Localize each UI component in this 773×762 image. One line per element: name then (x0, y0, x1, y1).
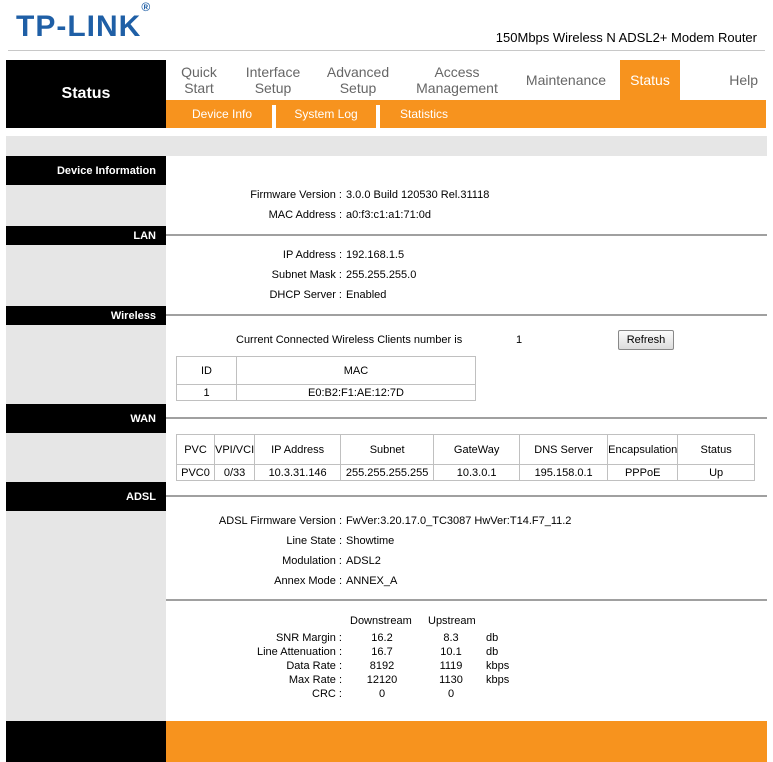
main-menu (166, 60, 766, 100)
wireless-clients-table (176, 356, 476, 401)
footer-left-block (6, 721, 166, 762)
stats-downstream-header: Downstream (350, 615, 412, 627)
menu-quick-start[interactable] (166, 60, 232, 100)
menu-status[interactable] (620, 60, 680, 100)
wan-gateway-cell: 10.3.0.1 (434, 465, 520, 481)
max-rate-up: 1130 (439, 674, 463, 686)
menu-access-management-label: Access Management (416, 64, 498, 96)
max-rate-unit: kbps (486, 674, 510, 686)
table-header-subnet: Subnet (341, 435, 434, 465)
model-name: 150Mbps Wireless N ADSL2+ Modem Router (495, 30, 757, 45)
mac-address-label: MAC Address : (268, 209, 342, 221)
client-mac-cell: E0:B2:F1:AE:12:7D (237, 385, 476, 401)
data-rate-down: 8192 (369, 660, 395, 672)
max-rate-down: 12120 (366, 674, 398, 686)
wan-pvc-cell: PVC0 (177, 465, 215, 481)
snr-margin-down: 16.2 (371, 632, 393, 644)
wan-subnet-cell: 255.255.255.255 (341, 465, 434, 481)
table-header-status: Status (678, 435, 755, 465)
annex-mode-label: Annex Mode : (274, 575, 342, 587)
section-wireless: Wireless (6, 306, 166, 325)
table-header-row (177, 357, 476, 385)
menu-maintenance-label: Maintenance (525, 72, 607, 88)
data-rate-unit: kbps (486, 660, 510, 672)
table-header-gateway: GateWay (434, 435, 520, 465)
table-header-row (177, 435, 755, 465)
submenu-statistics[interactable]: Statistics (399, 107, 448, 121)
modulation-label: Modulation : (282, 555, 342, 567)
data-rate-label: Data Rate : (286, 660, 342, 672)
line-state-value: Showtime (346, 535, 395, 547)
subnet-mask-value: 255.255.255.0 (346, 269, 417, 281)
table-header-id: ID (177, 357, 237, 385)
crc-down: 0 (378, 688, 386, 700)
subnet-mask-label: Subnet Mask : (271, 269, 342, 281)
client-id-cell: 1 (177, 385, 237, 401)
table-header-pvc: PVC (177, 435, 215, 465)
crc-up: 0 (447, 688, 455, 700)
menu-help-label: Help (729, 72, 758, 88)
stats-upstream-header: Upstream (428, 615, 476, 627)
table-header-ip-address: IP Address (255, 435, 341, 465)
menu-access-management[interactable] (402, 60, 512, 100)
nav-current-section: Status (6, 60, 166, 128)
table-row (177, 465, 755, 481)
adsl-divider (166, 495, 767, 497)
line-state-label: Line State : (286, 535, 342, 547)
lan-ip-label: IP Address : (282, 249, 342, 261)
dhcp-server-label: DHCP Server : (269, 289, 342, 301)
wan-divider (166, 417, 767, 419)
wireless-divider (166, 314, 767, 316)
wan-ip-cell: 10.3.31.146 (255, 465, 341, 481)
mac-address-value: a0:f3:c1:a1:71:0d (346, 209, 432, 221)
menu-interface-setup-label: Interface Setup (245, 64, 301, 96)
wan-dns-cell: 195.158.0.1 (520, 465, 608, 481)
section-lan: LAN (6, 226, 166, 245)
dhcp-server-value: Enabled (346, 289, 387, 301)
firmware-version-value: 3.0.0 Build 120530 Rel.31118 (346, 189, 490, 201)
top-band (6, 136, 767, 156)
refresh-button[interactable]: Refresh (618, 330, 674, 350)
menu-help[interactable] (680, 60, 766, 100)
menu-interface-setup[interactable] (232, 60, 314, 100)
wan-encapsulation-cell: PPPoE (608, 465, 678, 481)
registered-mark: ® (141, 0, 152, 14)
wan-table (176, 434, 755, 481)
wireless-clients-label: Current Connected Wireless Clients number is (236, 334, 463, 346)
line-attenuation-label: Line Attenuation : (256, 646, 342, 658)
table-header-mac: MAC (237, 357, 476, 385)
snr-margin-label: SNR Margin : (275, 632, 342, 644)
submenu-system-log[interactable]: System Log (294, 107, 358, 121)
snr-margin-up: 8.3 (443, 632, 459, 644)
menu-advanced-setup[interactable] (314, 60, 402, 100)
tp-link-logo (16, 0, 152, 44)
lan-divider (166, 234, 767, 236)
wan-status-cell: Up (678, 465, 755, 481)
section-wan: WAN (6, 404, 166, 433)
wireless-clients-count: 1 (516, 334, 523, 346)
max-rate-label: Max Rate : (288, 674, 342, 686)
header-divider (8, 50, 765, 51)
line-attenuation-up: 10.1 (440, 646, 462, 658)
adsl-firmware-value: FwVer:3.20.17.0_TC3087 HwVer:T14.F7_11.2 (346, 515, 572, 527)
line-attenuation-unit: db (486, 646, 499, 658)
firmware-version-label: Firmware Version : (250, 189, 342, 201)
footer-right-bar (166, 721, 767, 762)
crc-label: CRC : (312, 688, 342, 700)
menu-status-label: Status (630, 72, 670, 88)
modulation-value: ADSL2 (346, 555, 381, 567)
section-device-information: Device Information (6, 156, 166, 185)
adsl-stats-divider (166, 599, 767, 601)
menu-maintenance[interactable] (512, 60, 620, 100)
wan-vpi-vci-cell: 0/33 (215, 465, 255, 481)
line-attenuation-down: 16.7 (371, 646, 393, 658)
table-header-encapsulation: Encapsulation (608, 435, 678, 465)
adsl-firmware-label: ADSL Firmware Version : (218, 515, 342, 527)
table-row (177, 385, 476, 401)
menu-quick-start-label: Quick Start (181, 64, 217, 96)
sub-menu (166, 100, 766, 128)
table-header-vpi-vci: VPI/VCI (215, 435, 255, 465)
logo-text: TP-LINK (16, 10, 142, 43)
snr-margin-unit: db (486, 632, 499, 644)
submenu-device-info[interactable]: Device Info (191, 107, 253, 121)
data-rate-up: 1119 (439, 660, 463, 672)
table-header-dns-server: DNS Server (520, 435, 608, 465)
section-adsl: ADSL (6, 482, 166, 511)
annex-mode-value: ANNEX_A (346, 575, 398, 587)
menu-advanced-setup-label: Advanced Setup (326, 64, 390, 96)
lan-ip-value: 192.168.1.5 (346, 249, 405, 261)
